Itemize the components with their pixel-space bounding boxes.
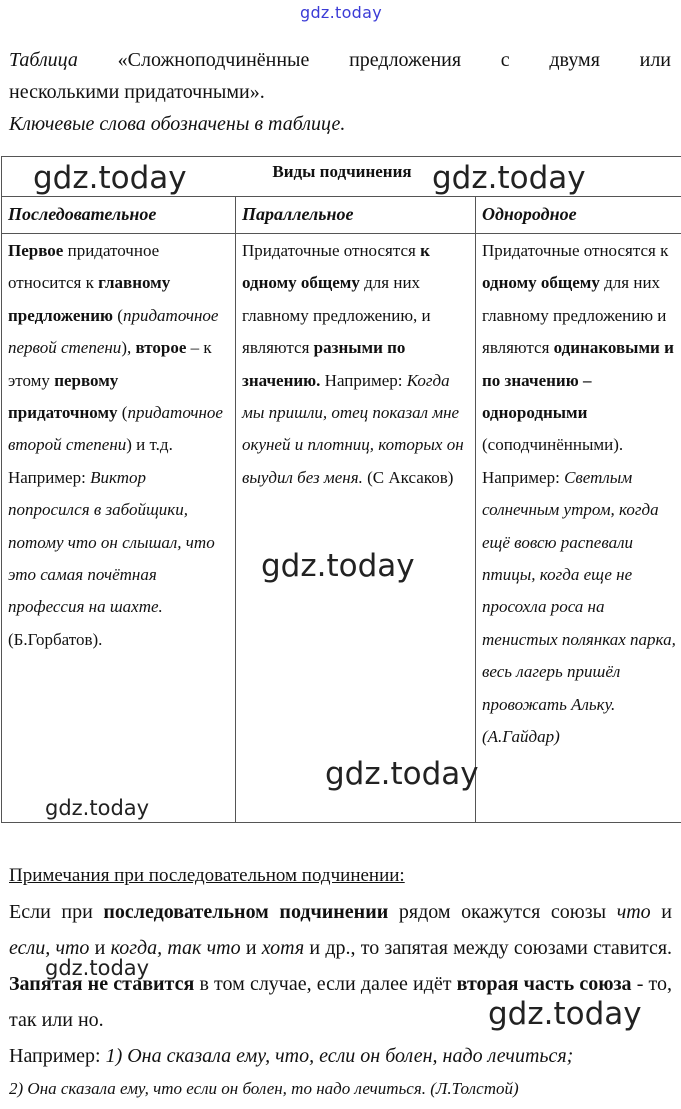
table-title: Виды подчинения xyxy=(2,157,681,197)
cell-sequential xyxy=(2,234,236,823)
cell-text: Например: xyxy=(320,370,407,390)
example-2: 2) Она сказала ему, что если он болен, то надо лечиться. (Л.Толстой) xyxy=(9,1079,519,1098)
cell-text: придаточное первой степени xyxy=(8,305,219,358)
notes-text: что xyxy=(616,901,651,923)
cell-text: ), xyxy=(121,338,136,358)
cell-parallel xyxy=(236,234,476,823)
cell-text: ( xyxy=(117,403,128,423)
cell-text: придаточное относится к xyxy=(8,241,160,293)
cell-text: Первое xyxy=(8,241,64,260)
header-sequential: Последовательное xyxy=(2,197,236,234)
cell-text: к одному общему xyxy=(242,241,430,293)
watermark: gdz.today xyxy=(45,796,150,820)
cell-text: Придаточные относятся к xyxy=(482,241,669,260)
cell-text: (соподчинёнными). Например: xyxy=(482,435,624,487)
notes-section xyxy=(9,858,672,1104)
notes-text: хотя xyxy=(261,937,305,959)
intro xyxy=(9,44,671,140)
cell-text: придаточное второй степени xyxy=(8,403,223,455)
notes-text: и др., то запятая между союзами ставится. xyxy=(304,937,673,959)
cell-text: – к этому xyxy=(8,338,212,390)
cell-text: разными по значению. xyxy=(242,338,406,390)
example-source: (Б.Горбатов). xyxy=(8,629,103,649)
intro-label: Таблица xyxy=(9,49,78,71)
watermark: gdz.today xyxy=(33,160,187,196)
notes-text: если, что xyxy=(9,937,90,959)
watermark: gdz.today xyxy=(432,160,586,196)
example-text: Светлым солнечным утром, когда ещё вовсю распевали птицы, когда еще не просохла роса на тенистых полянках парка, весь лагерь пришёл провожать Альку. (А.Гайдар) xyxy=(482,467,676,747)
cell-text: для них главному предложению и являются xyxy=(482,273,667,358)
example-source: (С Аксаков) xyxy=(362,467,454,487)
cell-text: для них главному предложению, и являются xyxy=(242,273,431,358)
notes-text: Запятая не ставится xyxy=(9,973,195,995)
watermark: gdz.today xyxy=(488,996,642,1032)
header-homogeneous: Однородное xyxy=(476,197,681,234)
cell-text: Придаточные относятся xyxy=(242,241,421,260)
example-1 xyxy=(9,1038,672,1074)
notes-text: - то, так или но. xyxy=(9,973,673,1031)
cell-text: ( xyxy=(113,305,123,325)
example-text: Виктор попросился в забойщики, потому что он слышал, что это самая почётная профессия на шахте. xyxy=(8,467,215,617)
intro-line-1 xyxy=(9,44,671,76)
watermark: gdz.today xyxy=(325,756,479,792)
example-text: 1) Она сказала ему, что, если он болен, надо лечиться; xyxy=(105,1045,574,1067)
notes-text: когда, так что xyxy=(110,937,241,959)
cell-text: второе xyxy=(135,338,187,358)
cell-text: одинаковыми и по значению – однородными xyxy=(482,338,674,423)
notes-text: последовательном подчинении xyxy=(103,901,389,923)
notes-text: вторая часть союза xyxy=(456,973,632,995)
intro-line-3: Ключевые слова обозначены в таблице. xyxy=(9,113,346,135)
notes-text: и xyxy=(89,937,111,959)
table-header-row xyxy=(2,197,681,234)
notes-text: и xyxy=(240,937,262,959)
header-parallel: Параллельное xyxy=(236,197,476,234)
watermark: gdz.today xyxy=(261,548,415,584)
notes-heading: Примечания при последовательном подчинении: xyxy=(9,865,405,886)
table-body-row xyxy=(2,234,681,823)
subordination-table xyxy=(1,156,681,823)
notes-text: рядом окажутся союзы xyxy=(388,901,617,923)
watermark-top: gdz.today xyxy=(300,3,382,22)
notes-text: Если при xyxy=(9,901,104,923)
cell-text: ) и т.д. Например: xyxy=(8,435,173,487)
cell-text: одному общему xyxy=(482,273,600,293)
example-label: Например: xyxy=(9,1045,106,1067)
notes-text: в том случае, если далее идёт xyxy=(194,973,457,995)
example-text: Когда мы пришли, отец показал мне окуней и плотниц, которых он выудил без меня. xyxy=(242,370,464,487)
cell-text: главному предложению xyxy=(8,273,171,325)
cell-homogeneous xyxy=(476,234,681,823)
watermark: gdz.today xyxy=(45,956,150,980)
intro-title: «Сложноподчинённые предложения с двумя или xyxy=(117,49,672,71)
intro-line-2: несколькими придаточными». xyxy=(9,81,265,103)
notes-text: и xyxy=(650,901,672,923)
cell-text: первому придаточному xyxy=(8,370,119,423)
